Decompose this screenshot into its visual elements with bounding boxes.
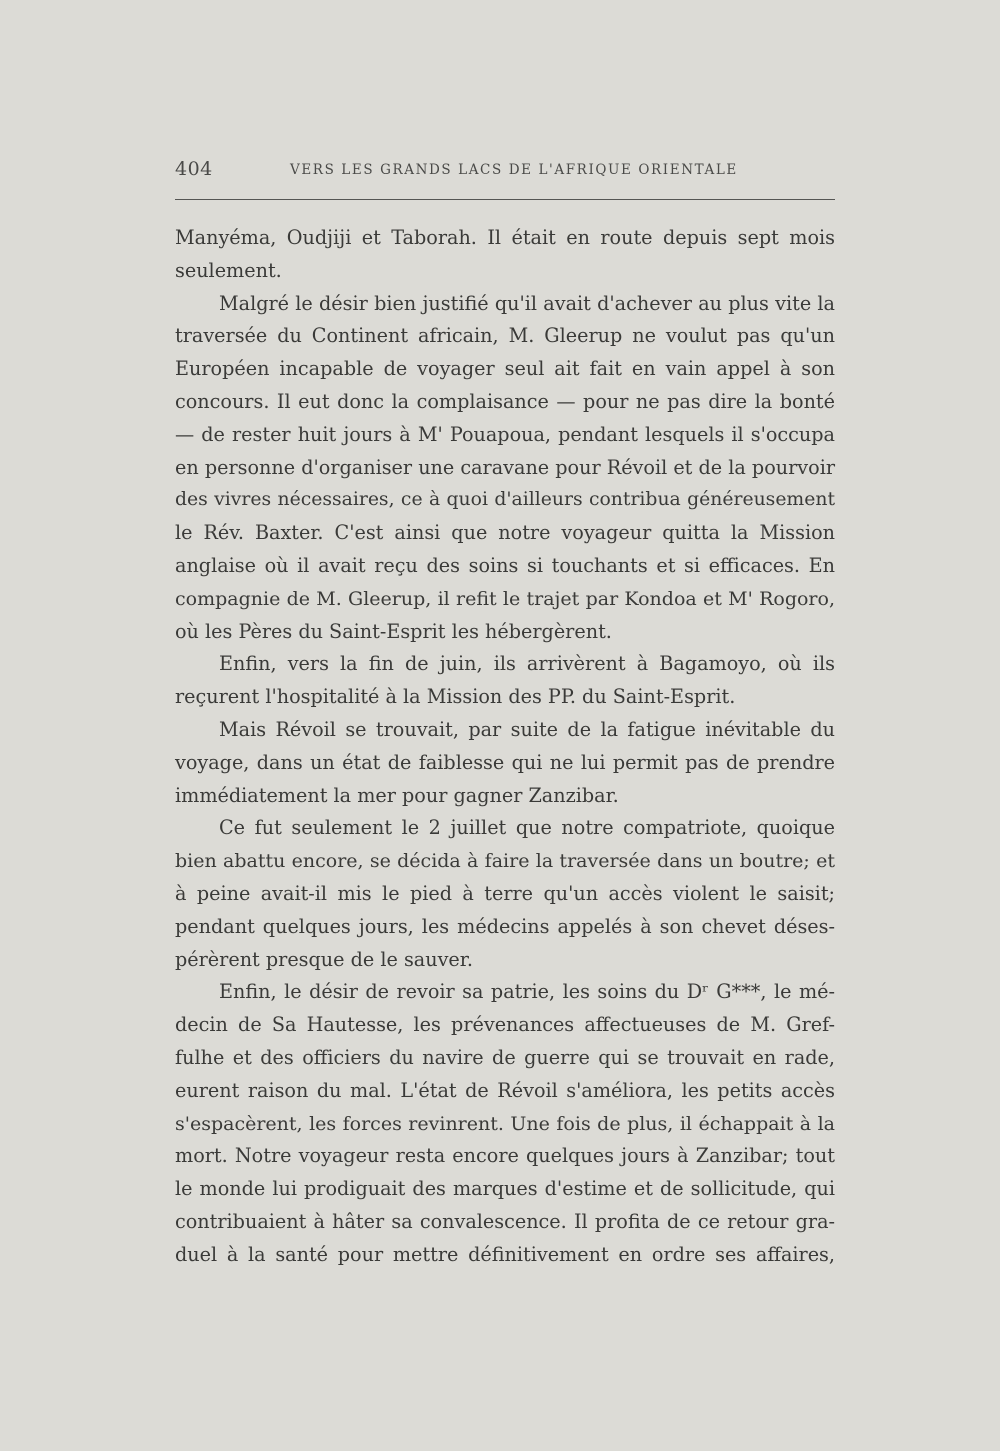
text-line: Enfin, le désir de revoir sa patrie, les soins du Dʳ G***, le mé- bbox=[219, 980, 835, 1004]
text-line: Manyéma, Oudjiji et Taborah. Il était en route depuis sept mois bbox=[175, 226, 835, 249]
text-line: des vivres nécessaires, ce à quoi d'ailleurs contribua généreusement bbox=[175, 489, 835, 511]
text-line: Malgré le désir bien justifié qu'il avait d'achever au plus vite la bbox=[219, 291, 835, 315]
text-line: — de rester huit jours à M' Pouapoua, pendant lesquels il s'occupa bbox=[175, 422, 835, 446]
text-line: Mais Révoil se trouvait, par suite de la fatigue inévitable du bbox=[219, 717, 835, 741]
text-line: à peine avait-il mis le pied à terre qu'un accès violent le saisit; bbox=[175, 881, 835, 905]
text-line: decin de Sa Hautesse, les prévenances affectueuses de M. Gref- bbox=[175, 1013, 835, 1037]
text-line: bien abattu encore, se décida à faire la traversée dans un boutre; et bbox=[175, 850, 835, 873]
page-number: 404 bbox=[175, 158, 213, 180]
text-line: reçurent l'hospitalité à la Mission des PP. du Saint-Esprit. bbox=[175, 685, 736, 709]
page-header bbox=[175, 154, 835, 184]
text-line: Ce fut seulement le 2 juillet que notre compatriote, quoique bbox=[219, 816, 835, 840]
text-line: compagnie de M. Gleerup, il refit le trajet par Kondoa et M' Rogoro, bbox=[175, 587, 835, 610]
text-line: immédiatement la mer pour gagner Zanzibar. bbox=[175, 783, 619, 807]
text-line: contribuaient à hâter sa convalescence. Il profita de ce retour gra- bbox=[175, 1209, 835, 1233]
text-line: le monde lui prodiguait des marques d'estime et de sollicitude, qui bbox=[175, 1177, 835, 1201]
text-line: mort. Notre voyageur resta encore quelques jours à Zanzibar; tout bbox=[175, 1144, 835, 1168]
text-line: voyage, dans un état de faiblesse qui ne lui permit pas de prendre bbox=[175, 750, 835, 774]
text-line: traversée du Continent africain, M. Gleerup ne voulut pas qu'un bbox=[175, 324, 835, 348]
text-line: eurent raison du mal. L'état de Révoil s'améliora, les petits accès bbox=[175, 1078, 835, 1102]
text-line: seulement. bbox=[175, 258, 282, 282]
text-line: pérèrent presque de le sauver. bbox=[175, 947, 473, 971]
text-line: Enfin, vers la fin de juin, ils arrivèrent à Bagamoyo, où ils bbox=[219, 652, 835, 676]
text-line: pendant quelques jours, les médecins appelés à son chevet déses- bbox=[175, 914, 835, 938]
text-line: fulhe et des officiers du navire de guerre qui se trouvait en rade, bbox=[175, 1045, 835, 1069]
text-line: anglaise où il avait reçu des soins si touchants et si efficaces. En bbox=[175, 553, 835, 577]
running-title: VERS LES GRANDS LACS DE L'AFRIQUE ORIENTALE bbox=[290, 162, 738, 178]
text-line: s'espacèrent, les forces revinrent. Une fois de plus, il échappait à la bbox=[175, 1112, 835, 1135]
body-text bbox=[175, 222, 835, 1272]
text-line: duel à la santé pour mettre définitivement en ordre ses affaires, bbox=[175, 1242, 835, 1266]
header-rule bbox=[175, 199, 835, 200]
text-line: en personne d'organiser une caravane pour Révoil et de la pourvoir bbox=[175, 455, 835, 479]
text-line: Européen incapable de voyager seul ait fait en vain appel à son bbox=[175, 357, 835, 381]
text-line: où les Pères du Saint-Esprit les hébergèrent. bbox=[175, 619, 612, 643]
text-line: le Rév. Baxter. C'est ainsi que notre voyageur quitta la Mission bbox=[175, 521, 835, 545]
text-line: concours. Il eut donc la complaisance — pour ne pas dire la bonté bbox=[175, 389, 835, 413]
